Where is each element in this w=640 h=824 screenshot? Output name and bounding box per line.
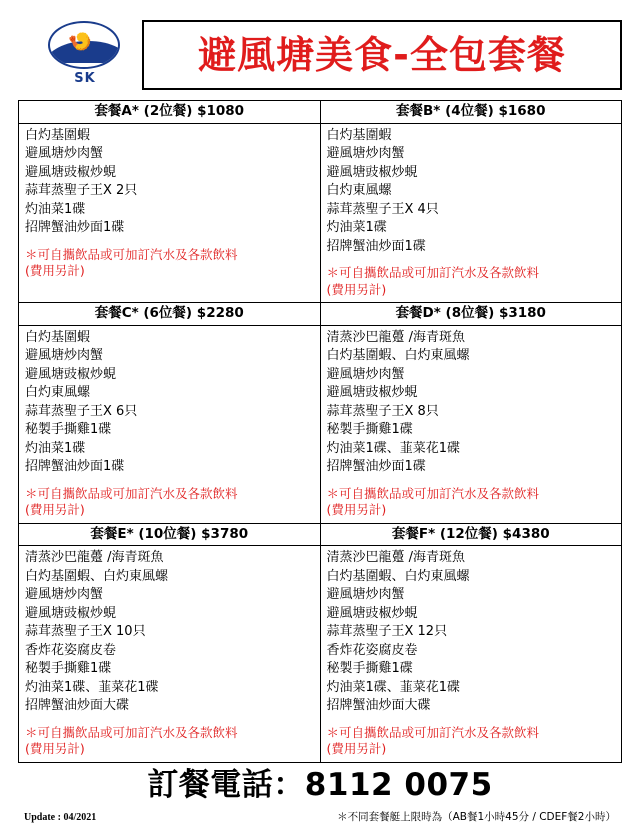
- dish-item: 清蒸沙巴龍躉 /海青斑魚: [25, 550, 164, 566]
- note-line-2: (費用另計): [326, 502, 387, 518]
- dish-item: 招牌蟹油炒面1碟: [25, 220, 125, 236]
- dish-item: 清蒸沙巴龍躉 /海青斑魚: [326, 550, 466, 566]
- package-heading: 套餐B* (4位餐) $1680: [321, 101, 622, 124]
- note-line-1: ＊可自攜飲品或可加訂汽水及各款飲料: [326, 485, 540, 501]
- dish-item: 招牌蟹油炒面大碟: [25, 698, 130, 714]
- package-heading: 套餐D* (8位餐) $3180: [321, 303, 622, 326]
- dish-item: 蒜茸蒸聖子王X 2只: [25, 183, 138, 199]
- footer-line: [18, 809, 622, 824]
- note-line-1: ＊可自攜飲品或可加訂汽水及各款飲料: [25, 246, 238, 262]
- note-line-1: ＊可自攜飲品或可加訂汽水及各款飲料: [326, 265, 540, 281]
- package-note: [327, 486, 616, 519]
- package-cell-c: [19, 303, 321, 524]
- dish-item: 秘製手撕雞1碟: [25, 422, 112, 438]
- note-line-2: (費用另計): [326, 281, 387, 297]
- dish-item: 灼油菜1碟: [25, 440, 86, 456]
- dish-item: 避風塘炒肉蟹: [25, 587, 104, 603]
- update-date: Update : 04/2021: [24, 812, 97, 824]
- dish-item: 白灼基圍蝦、白灼東風螺: [25, 568, 169, 584]
- dish-item: 蒜茸蒸聖子王X 4只: [326, 201, 439, 217]
- dish-item: 避風塘豉椒炒蜆: [25, 164, 117, 180]
- package-body: [321, 124, 622, 302]
- package-cell-b: [320, 101, 622, 303]
- dish-item: 秘製手撕雞1碟: [25, 661, 112, 677]
- dish-item: 清蒸沙巴龍躉 /海青斑魚: [326, 329, 466, 345]
- package-cell-f: [320, 523, 622, 762]
- dish-item: 香炸花姿腐皮卷: [326, 642, 418, 658]
- dish-item: 避風塘豉椒炒蜆: [25, 605, 117, 621]
- dish-item: 避風塘炒肉蟹: [326, 366, 405, 382]
- package-note: [25, 486, 314, 519]
- dish-item: 白灼基圍蝦、白灼東風螺: [326, 568, 470, 584]
- dish-item: 灼油菜1碟、韮菜花1碟: [326, 440, 461, 456]
- dish-item: 避風塘炒肉蟹: [25, 348, 104, 364]
- note-line-2: (費用另計): [326, 741, 387, 756]
- dish-item: 白灼基圍蝦: [25, 127, 91, 143]
- dish-item: 避風塘炒肉蟹: [25, 146, 104, 162]
- table-row: [19, 303, 622, 524]
- dish-item: 白灼基圍蝦: [326, 127, 392, 143]
- dish-item: 白灼東風螺: [25, 385, 91, 401]
- dish-item: 招牌蟹油炒面1碟: [326, 459, 426, 475]
- dish-item: 蒜茸蒸聖子王X 6只: [25, 403, 138, 419]
- note-line-1: ＊可自攜飲品或可加訂汽水及各款飲料: [25, 485, 238, 501]
- note-line-1: ＊可自攜飲品或可加訂汽水及各款飲料: [326, 724, 540, 740]
- package-body: [321, 546, 622, 761]
- package-note: [25, 725, 314, 758]
- dish-item: 避風塘豉椒炒蜆: [25, 366, 117, 382]
- package-note: [327, 265, 616, 298]
- page-header: [18, 16, 622, 94]
- dish-item: 避風塘炒肉蟹: [326, 587, 405, 603]
- note-line-1: ＊可自攜飲品或可加訂汽水及各款飲料: [25, 724, 238, 740]
- package-heading: 套餐E* (10位餐) $3780: [19, 524, 320, 547]
- table-row: [19, 523, 622, 762]
- dish-item: 白灼基圍蝦、白灼東風螺: [326, 348, 470, 364]
- package-note: [327, 725, 616, 758]
- package-heading: 套餐C* (6位餐) $2280: [19, 303, 320, 326]
- dish-item: 避風塘豉椒炒蜆: [326, 605, 418, 621]
- dish-item: 招牌蟹油炒面1碟: [326, 238, 426, 254]
- package-body: [19, 124, 320, 284]
- package-cell-a: [19, 101, 321, 303]
- package-cell-e: [19, 523, 321, 762]
- dish-item: 蒜茸蒸聖子王X 10只: [25, 624, 146, 640]
- dish-item: 白灼基圍蝦: [25, 329, 91, 345]
- note-line-2: (費用另計): [25, 741, 85, 756]
- restaurant-logo: [42, 19, 128, 91]
- dish-item: 灼油菜1碟、韮菜花1碟: [326, 679, 461, 695]
- table-row: [19, 101, 622, 303]
- package-note: [25, 247, 314, 280]
- dish-item: 白灼東風螺: [326, 183, 392, 199]
- order-phone: 訂餐電話：8112 0075: [147, 766, 493, 803]
- dish-item: 灼油菜1碟: [25, 201, 86, 217]
- dish-item: 灼油菜1碟: [326, 220, 387, 236]
- dish-item: 避風塘豉椒炒蜆: [326, 164, 418, 180]
- logo-text: SK: [74, 71, 96, 86]
- package-body: [19, 326, 320, 523]
- package-table: [18, 100, 622, 763]
- package-heading: 套餐A* (2位餐) $1080: [19, 101, 320, 124]
- package-cell-d: [320, 303, 622, 524]
- dish-item: 蒜茸蒸聖子王X 12只: [326, 624, 448, 640]
- page-title: 避風塘美食-全包套餐: [198, 33, 566, 77]
- package-body: [19, 546, 320, 761]
- note-line-2: (費用另計): [25, 263, 85, 279]
- package-body: [321, 326, 622, 523]
- dish-item: 招牌蟹油炒面1碟: [25, 459, 125, 475]
- dish-item: 蒜茸蒸聖子王X 8只: [326, 403, 439, 419]
- time-limit-note: ＊不同套餐艇上限時為（AB餐1小時45分 / CDEF餐2小時）: [337, 811, 616, 824]
- dish-item: 避風塘豉椒炒蜆: [326, 385, 418, 401]
- dish-item: 秘製手撕雞1碟: [326, 661, 413, 677]
- dish-item: 灼油菜1碟、韮菜花1碟: [25, 679, 159, 695]
- dish-item: 香炸花姿腐皮卷: [25, 642, 117, 658]
- note-line-2: (費用另計): [25, 502, 85, 518]
- dish-item: 秘製手撕雞1碟: [326, 422, 413, 438]
- title-box: [142, 20, 622, 90]
- dish-item: 招牌蟹油炒面大碟: [326, 698, 431, 714]
- logo-oval-frame: [48, 21, 120, 69]
- package-heading: 套餐F* (12位餐) $4380: [321, 524, 622, 547]
- prawn-icon: 🍤: [68, 31, 92, 53]
- dish-item: 避風塘炒肉蟹: [326, 146, 405, 162]
